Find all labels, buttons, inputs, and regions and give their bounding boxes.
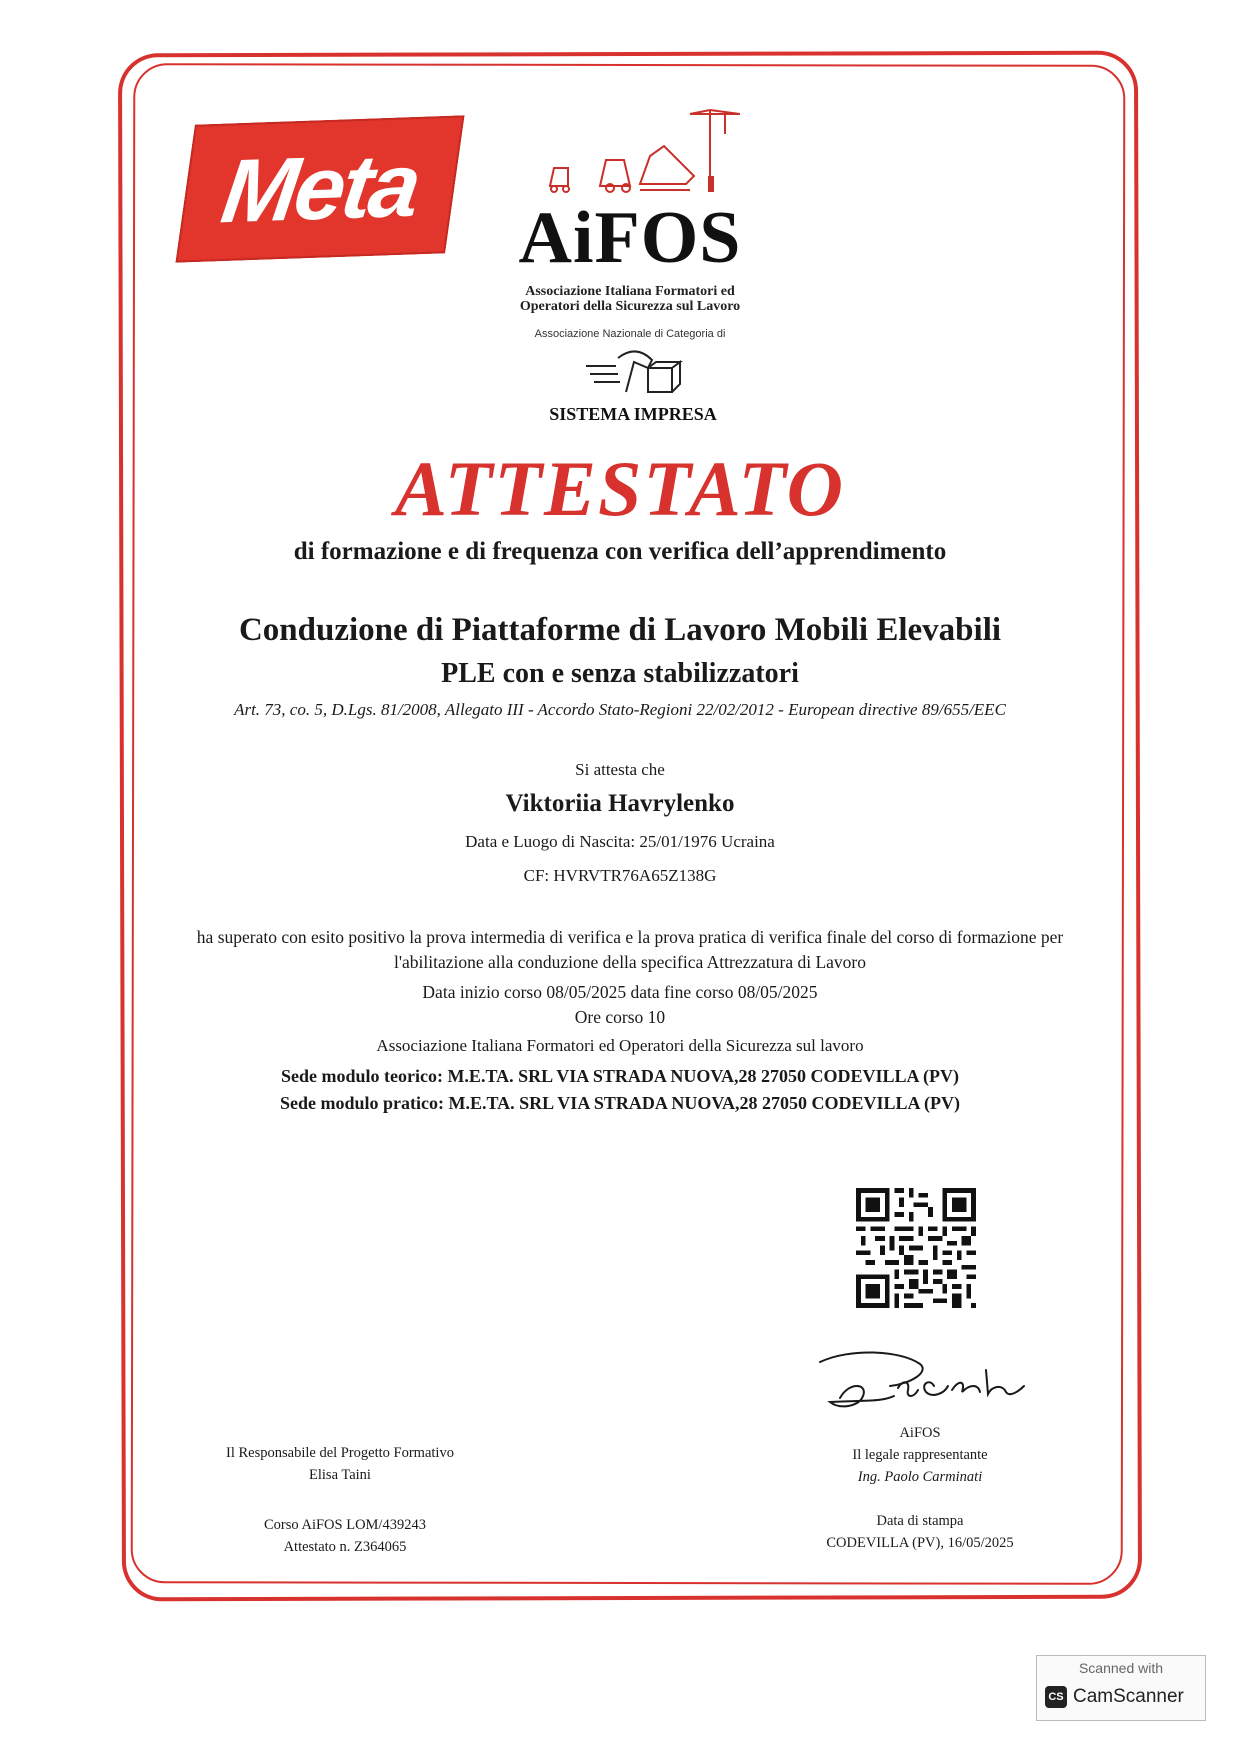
right-signature-block [800, 1422, 1040, 1488]
meta-logo-text: Meta [215, 135, 425, 242]
aifos-subtitle-1: Associazione Italiana Formatori ed [525, 284, 735, 299]
legal-reference: Art. 73, co. 5, D.Lgs. 81/2008, Allegato III - Accordo Stato-Regioni 22/02/2012 - European directive 89/655/EEC [234, 700, 1006, 719]
aifos-subtitle-2: Operatori della Sicurezza sul Lavoro [519, 299, 741, 314]
camscanner-brand [1045, 1686, 1184, 1708]
left-signature-block [180, 1442, 500, 1486]
association-name: Associazione Italiana Formatori ed Operatori della Sicurezza sul lavoro [376, 1036, 864, 1055]
sede-pratico: Sede modulo pratico: M.E.TA. SRL VIA STRADA NUOVA,28 27050 CODEVILLA (PV) [279, 1093, 961, 1113]
camscanner-icon: CS [1045, 1686, 1067, 1708]
course-dates: Data inizio corso 08/05/2025 data fine corso 08/05/2025 [422, 982, 818, 1002]
course-code: Corso AiFOS LOM/439243 [264, 1517, 426, 1533]
left-signatory-name: Elisa Taini [309, 1467, 371, 1483]
print-place-date: CODEVILLA (PV), 16/05/2025 [826, 1535, 1014, 1551]
construction-machines-icon [540, 104, 740, 196]
fiscal-code: CF: HVRVTR76A65Z138G [523, 866, 717, 885]
qr-code-icon[interactable] [856, 1188, 976, 1308]
print-date-label: Data di stampa [876, 1513, 964, 1529]
signature-image [810, 1340, 1030, 1420]
sistema-impresa-label: SISTEMA IMPRESA [549, 404, 717, 424]
certificate-codes [200, 1514, 490, 1558]
aifos-logo-text: AiFOS [518, 197, 742, 279]
camscanner-app-name: CamScanner [1073, 1686, 1184, 1707]
right-signatory-name: Ing. Paolo Carminati [857, 1469, 983, 1485]
course-subtitle: PLE con e senza stabilizzatori [441, 658, 799, 689]
left-signatory-role: Il Responsabile del Progetto Formativo [226, 1445, 454, 1461]
course-title: Conduzione di Piattaforme di Lavoro Mobili Elevabili [238, 612, 1002, 648]
person-name: Viktoriia Havrylenko [505, 790, 735, 817]
right-signatory-org: AiFOS [899, 1425, 941, 1441]
sede-teorico: Sede modulo teorico: M.E.TA. SRL VIA STRADA NUOVA,28 27050 CODEVILLA (PV) [280, 1066, 960, 1086]
birth-info: Data e Luogo di Nascita: 25/01/1976 Ucraina [465, 832, 775, 851]
camscanner-label-top: Scanned with [1078, 1660, 1164, 1676]
body-line-2: l'abilitazione alla conduzione della specifica Attrezzatura di Lavoro [393, 952, 867, 972]
course-hours: Ore corso 10 [574, 1007, 666, 1027]
right-signatory-role: Il legale rappresentante [852, 1447, 988, 1463]
camscanner-watermark [1036, 1655, 1206, 1721]
certificate-subtitle: di formazione e di frequenza con verifica dell’apprendimento [293, 538, 947, 565]
sistema-impresa-icon [582, 344, 684, 400]
print-info [790, 1510, 1050, 1554]
body-line-1: ha superato con esito positivo la prova intermedia di verifica e la prova pratica di verifica finale del corso di formazione per [196, 927, 1064, 947]
aifos-association-label: Associazione Nazionale di Categoria di [534, 328, 726, 340]
certificate-number: Attestato n. Z364065 [283, 1539, 407, 1555]
certificate-title: ATTESTATO [394, 445, 846, 532]
attests-that-label: Si attesta che [575, 760, 665, 779]
certificate-body [150, 925, 1110, 975]
